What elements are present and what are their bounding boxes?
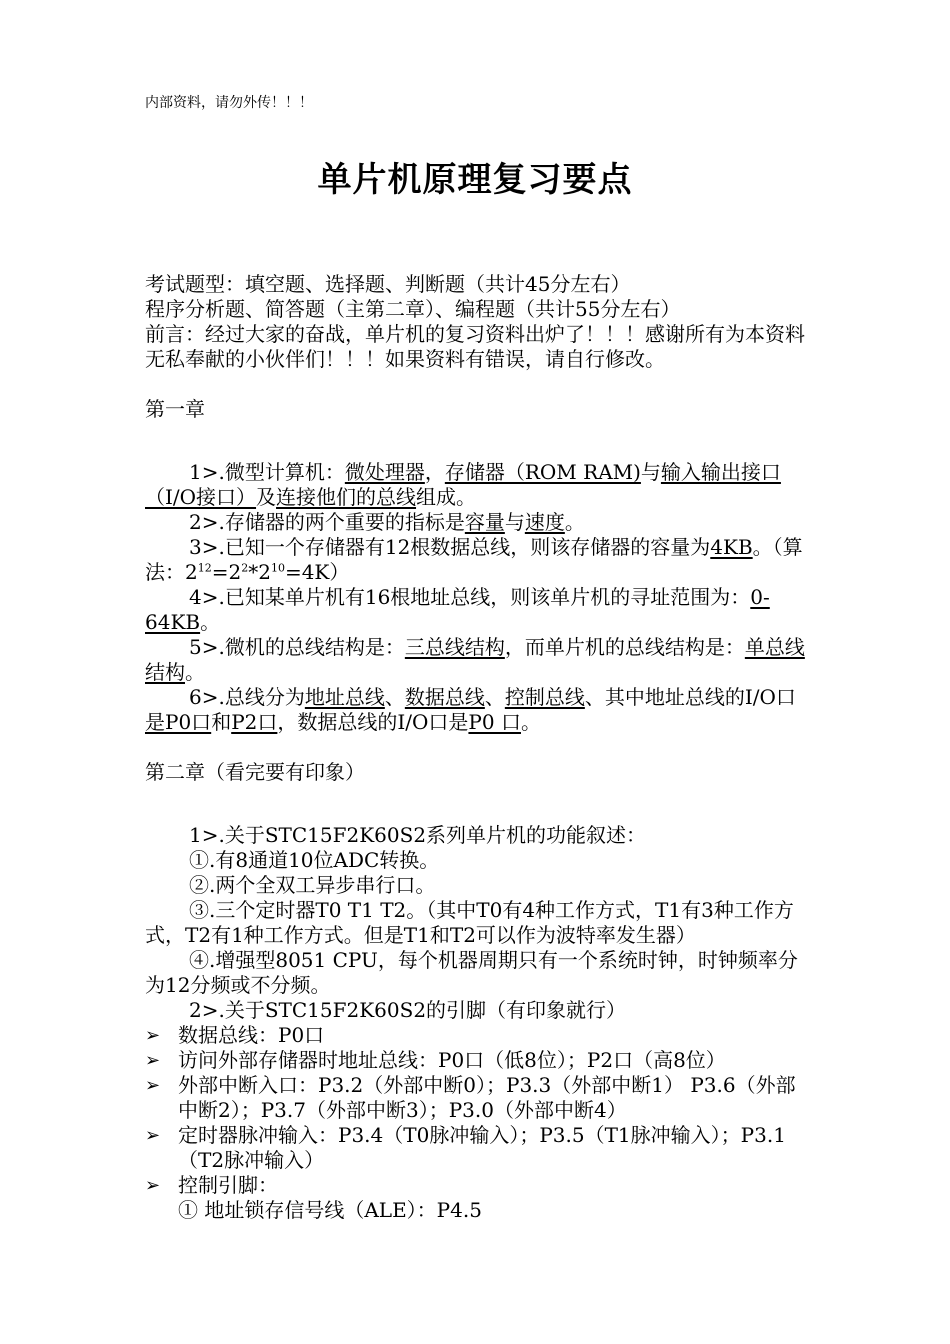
control-pin-sub-item: ① 地址锁存信号线（ALE）：P4.5	[178, 1198, 482, 1222]
intro-preface: 前言：经过大家的奋战，单片机的复习资料出炉了！！！感谢所有为本资料无私奉献的小伙伴们！！！如果资料有错误，请自行修改。	[145, 322, 805, 371]
ch2-line-6: 2>.关于STC15F2K60S2的引脚（有印象就行）	[189, 998, 627, 1022]
arrow-bullet-icon: ➢	[145, 1175, 161, 1196]
ch1-item-4: 4>.已知某单片机有16根地址总线，则该单片机的寻址范围为：0-64KB。	[145, 585, 770, 634]
ch1-item-1: 1>.微型计算机：微处理器，存储器（ROM RAM)与输入输出接口（I/O接口）及连接他们的总线组成。	[145, 460, 781, 509]
page-title: 单片机原理复习要点	[317, 160, 633, 200]
ch2-line-4: ③.三个定时器T0 T1 T2。（其中T0有4种工作方式，T1有3种工作方式，T2有1种工作方式。但是T1和T2可以作为波特率发生器）	[145, 898, 794, 947]
document-body	[145, 272, 810, 1223]
ch2-line-2: ①.有8通道10位ADC转换。	[189, 848, 440, 872]
arrow-bullet-icon: ➢	[145, 1050, 161, 1071]
bullet-item: ➢ 定时器脉冲输入：P3.4（T0脉冲输入）；P3.5（T1脉冲输入）；P3.1（T2脉冲输入）	[145, 1123, 786, 1172]
arrow-bullet-icon: ➢	[145, 1025, 161, 1046]
chapter-2-heading: 第二章（看完要有印象）	[145, 760, 365, 784]
ch1-item-5: 5>.微机的总线结构是：三总线结构，而单片机的总线结构是：单总线结构。	[145, 635, 805, 684]
bullet-item: ➢ 控制引脚：	[145, 1173, 278, 1197]
ch2-line-5: ④.增强型8051 CPU，每个机器周期只有一个系统时钟，时钟频率分为12分频或不分频。	[145, 948, 798, 997]
ch2-line-1: 1>.关于STC15F2K60S2系列单片机的功能叙述：	[189, 823, 647, 847]
intro-line-2: 程序分析题、简答题（主第二章）、编程题（共计55分左右）	[145, 297, 681, 321]
header-note: 内部资料，请勿外传！！！	[145, 95, 313, 111]
ch1-item-2: 2>.存储器的两个重要的指标是容量与速度。	[189, 510, 585, 534]
arrow-bullet-icon: ➢	[145, 1075, 161, 1096]
arrow-bullet-icon: ➢	[145, 1125, 161, 1146]
bullet-item: ➢ 数据总线：P0口	[145, 1023, 325, 1047]
ch1-item-6: 6>.总线分为地址总线、数据总线、控制总线、其中地址总线的I/O口是P0口和P2口，数据总线的I/O口是P0 口。	[145, 685, 796, 734]
ch2-line-3: ②.两个全双工异步串行口。	[189, 873, 436, 897]
intro-line-1: 考试题型：填空题、选择题、判断题（共计45分左右）	[145, 272, 631, 296]
chapter-1-heading: 第一章	[145, 397, 205, 421]
ch1-item-3: 3>.已知一个存储器有12根数据总线，则该存储器的容量为4KB。（算法：$2^{12}=2^2*2^{10}=4K$）	[145, 535, 803, 584]
bullet-item: ➢ 访问外部存储器时地址总线：P0口（低8位）；P2口（高8位）	[145, 1048, 726, 1072]
bullet-item: ➢ 外部中断入口：P3.2（外部中断0）；P3.3（外部中断1） P3.6（外部中断2）；P3.7（外部中断3）；P3.0（外部中断4）	[145, 1073, 796, 1122]
